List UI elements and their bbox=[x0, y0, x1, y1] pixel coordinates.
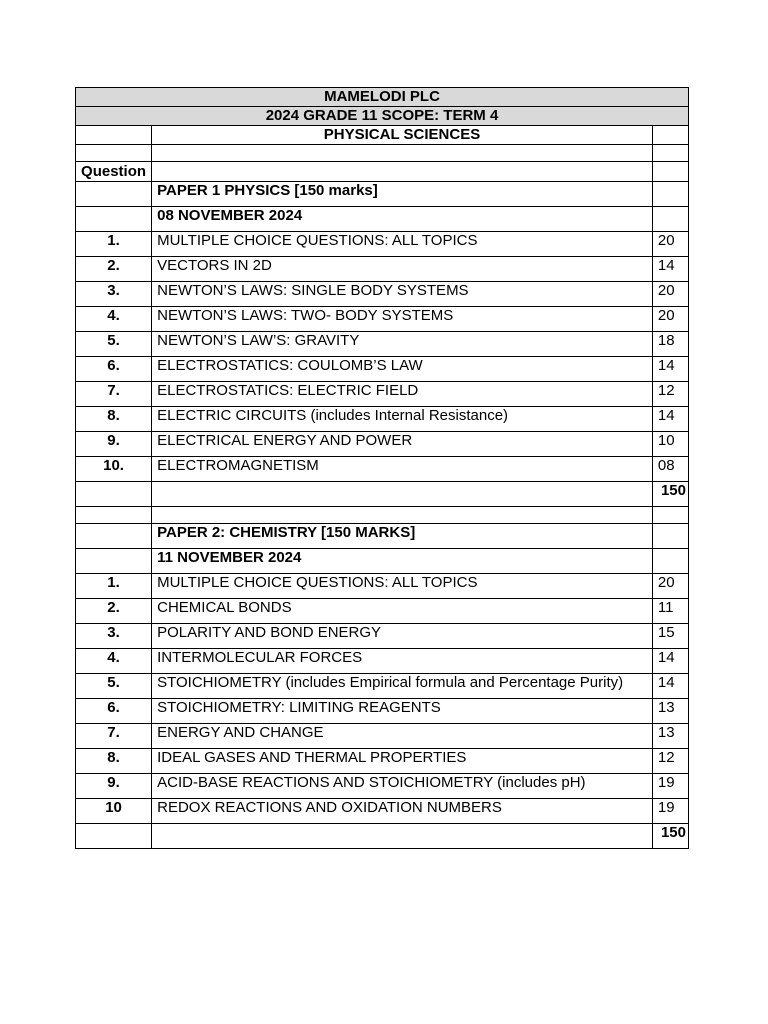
question-topic: STOICHIOMETRY: LIMITING REAGENTS bbox=[152, 699, 653, 724]
paper1-question-row bbox=[76, 257, 689, 282]
question-number: 4. bbox=[76, 649, 152, 674]
paper1-question-row bbox=[76, 457, 689, 482]
question-marks: 12 bbox=[652, 749, 688, 774]
question-number: 3. bbox=[76, 282, 152, 307]
title-row bbox=[76, 88, 689, 107]
paper1-total-marks: 150 bbox=[652, 482, 688, 507]
paper1-question-row bbox=[76, 282, 689, 307]
school-name: MAMELODI PLC bbox=[76, 88, 689, 107]
question-topic: MULTIPLE CHOICE QUESTIONS: ALL TOPICS bbox=[152, 232, 653, 257]
question-marks: 13 bbox=[652, 724, 688, 749]
question-number: 1. bbox=[76, 232, 152, 257]
question-marks: 11 bbox=[652, 599, 688, 624]
question-number: 2. bbox=[76, 599, 152, 624]
question-topic: STOICHIOMETRY (includes Empirical formula and Percentage Purity) bbox=[152, 674, 653, 699]
paper1-total-row bbox=[76, 482, 689, 507]
paper1-title-row bbox=[76, 182, 689, 207]
question-number: 8. bbox=[76, 407, 152, 432]
question-column-header: Question bbox=[76, 162, 152, 182]
paper1-question-row bbox=[76, 332, 689, 357]
paper2-question-row bbox=[76, 749, 689, 774]
subject-row bbox=[76, 126, 689, 145]
question-marks: 13 bbox=[652, 699, 688, 724]
paper1-question-row bbox=[76, 357, 689, 382]
question-marks: 15 bbox=[652, 624, 688, 649]
question-topic: CHEMICAL BONDS bbox=[152, 599, 653, 624]
question-marks: 19 bbox=[652, 799, 688, 824]
question-number: 10 bbox=[76, 799, 152, 824]
question-topic: ENERGY AND CHANGE bbox=[152, 724, 653, 749]
question-topic: ELECTRICAL ENERGY AND POWER bbox=[152, 432, 653, 457]
paper1-question-row bbox=[76, 382, 689, 407]
scope-table bbox=[75, 87, 689, 849]
question-topic: IDEAL GASES AND THERMAL PROPERTIES bbox=[152, 749, 653, 774]
paper2-question-row bbox=[76, 699, 689, 724]
question-marks: 14 bbox=[652, 649, 688, 674]
question-number: 7. bbox=[76, 382, 152, 407]
question-number: 5. bbox=[76, 332, 152, 357]
paper1-title: PAPER 1 PHYSICS [150 marks] bbox=[152, 182, 653, 207]
question-topic: POLARITY AND BOND ENERGY bbox=[152, 624, 653, 649]
paper2-question-row bbox=[76, 649, 689, 674]
question-number: 5. bbox=[76, 674, 152, 699]
paper1-question-row bbox=[76, 232, 689, 257]
scope-title: 2024 GRADE 11 SCOPE: TERM 4 bbox=[76, 107, 689, 126]
paper2-title: PAPER 2: CHEMISTRY [150 MARKS] bbox=[152, 524, 653, 549]
paper2-question-row bbox=[76, 574, 689, 599]
question-topic: ELECTROSTATICS: COULOMB’S LAW bbox=[152, 357, 653, 382]
paper1-date-row bbox=[76, 207, 689, 232]
question-topic: ELECTROMAGNETISM bbox=[152, 457, 653, 482]
question-marks: 14 bbox=[652, 674, 688, 699]
question-number: 1. bbox=[76, 574, 152, 599]
paper2-question-row bbox=[76, 599, 689, 624]
question-topic: ELECTROSTATICS: ELECTRIC FIELD bbox=[152, 382, 653, 407]
question-number: 6. bbox=[76, 357, 152, 382]
question-number: 6. bbox=[76, 699, 152, 724]
question-topic: VECTORS IN 2D bbox=[152, 257, 653, 282]
paper2-date-row bbox=[76, 549, 689, 574]
paper2-title-row bbox=[76, 524, 689, 549]
question-number: 3. bbox=[76, 624, 152, 649]
question-marks: 19 bbox=[652, 774, 688, 799]
paper1-date: 08 NOVEMBER 2024 bbox=[152, 207, 653, 232]
paper2-question-row bbox=[76, 724, 689, 749]
paper2-total-marks: 150 bbox=[652, 824, 688, 849]
subject-title: PHYSICAL SCIENCES bbox=[152, 126, 653, 145]
column-header-row bbox=[76, 162, 689, 182]
question-number: 10. bbox=[76, 457, 152, 482]
question-marks: 18 bbox=[652, 332, 688, 357]
question-marks: 12 bbox=[652, 382, 688, 407]
question-marks: 10 bbox=[652, 432, 688, 457]
question-topic: INTERMOLECULAR FORCES bbox=[152, 649, 653, 674]
paper2-total-row bbox=[76, 824, 689, 849]
question-marks: 14 bbox=[652, 407, 688, 432]
question-number: 9. bbox=[76, 774, 152, 799]
question-topic: NEWTON’S LAWS: TWO- BODY SYSTEMS bbox=[152, 307, 653, 332]
spacer-row bbox=[76, 145, 689, 162]
question-topic: MULTIPLE CHOICE QUESTIONS: ALL TOPICS bbox=[152, 574, 653, 599]
question-marks: 14 bbox=[652, 257, 688, 282]
paper1-question-row bbox=[76, 407, 689, 432]
paper1-question-row bbox=[76, 432, 689, 457]
paper2-question-row bbox=[76, 799, 689, 824]
question-number: 8. bbox=[76, 749, 152, 774]
question-marks: 20 bbox=[652, 282, 688, 307]
question-number: 2. bbox=[76, 257, 152, 282]
question-topic: ACID-BASE REACTIONS AND STOICHIOMETRY (includes pH) bbox=[152, 774, 653, 799]
question-marks: 20 bbox=[652, 307, 688, 332]
scope-row bbox=[76, 107, 689, 126]
question-topic: NEWTON’S LAWS: SINGLE BODY SYSTEMS bbox=[152, 282, 653, 307]
question-number: 7. bbox=[76, 724, 152, 749]
question-topic: REDOX REACTIONS AND OXIDATION NUMBERS bbox=[152, 799, 653, 824]
paper1-question-row bbox=[76, 307, 689, 332]
question-marks: 20 bbox=[652, 574, 688, 599]
paper2-question-row bbox=[76, 774, 689, 799]
question-marks: 14 bbox=[652, 357, 688, 382]
question-marks: 08 bbox=[652, 457, 688, 482]
question-topic: ELECTRIC CIRCUITS (includes Internal Resistance) bbox=[152, 407, 653, 432]
spacer-row bbox=[76, 507, 689, 524]
paper2-question-row bbox=[76, 624, 689, 649]
paper2-question-row bbox=[76, 674, 689, 699]
question-topic: NEWTON’S LAW’S: GRAVITY bbox=[152, 332, 653, 357]
question-number: 4. bbox=[76, 307, 152, 332]
paper2-date: 11 NOVEMBER 2024 bbox=[152, 549, 653, 574]
question-number: 9. bbox=[76, 432, 152, 457]
question-marks: 20 bbox=[652, 232, 688, 257]
